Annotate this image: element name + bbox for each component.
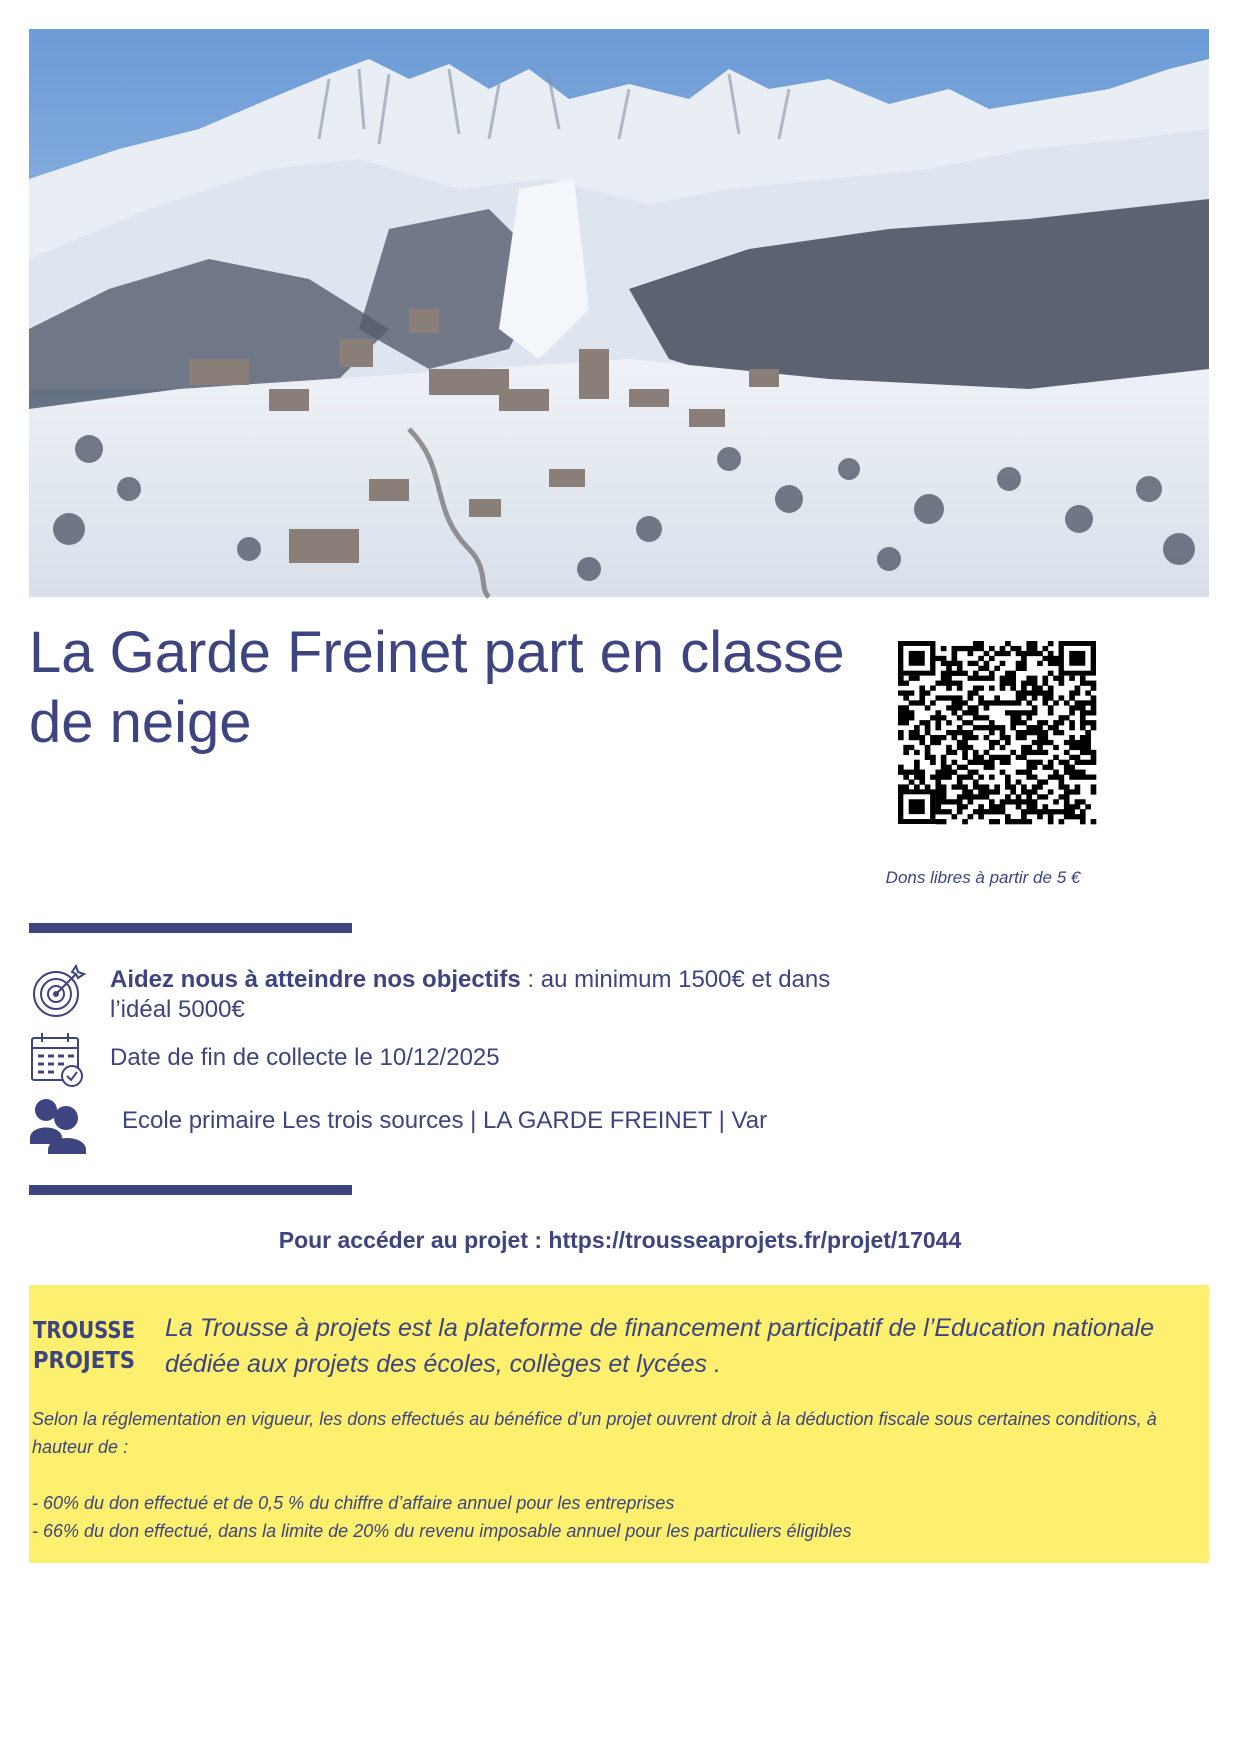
qr-code-image [898, 641, 1096, 824]
legal-item: - 66% du don effectué, dans la limite de 20% du revenu imposable annuel pour les particuliers éligibles [32, 1521, 852, 1541]
trousse-a-projets-logo [33, 1310, 137, 1374]
divider-top [29, 923, 352, 933]
goal-amounts: : au minimum 1500€ et dans l’idéal 5000€ [110, 966, 831, 1023]
school-info: Ecole primaire Les trois sources | LA GARDE FREINET | Var [122, 1107, 768, 1134]
divider-bottom [29, 1185, 352, 1195]
page-title: La Garde Freinet part en classe de neige [29, 620, 845, 755]
legal-intro: Selon la réglementation en vigueur, les dons effectués au bénéfice d’un projet ouvrent droit à la déduction fiscale sous certaines conditions, à hauteur de : [32, 1409, 1157, 1457]
hero-photo [29, 29, 1209, 597]
logo-line-2: PROJETS [33, 1348, 135, 1374]
goal-text [110, 965, 870, 1025]
end-date: Date de fin de collecte le 10/12/2025 [110, 1044, 500, 1071]
platform-description: La Trousse à projets est la plateforme de financement participatif de l’Education nationale dédiée aux projets des écoles, collèges et lycées . [165, 1314, 1155, 1378]
target-icon [28, 962, 88, 1022]
users-icon [28, 1094, 88, 1154]
logo-line-1: TROUSSE [33, 1318, 135, 1344]
qr-code [898, 641, 1096, 824]
legal-item: - 60% du don effectué et de 0,5 % du chiffre d’affaire annuel pour les entreprises [32, 1493, 675, 1513]
calendar-icon [28, 1030, 88, 1090]
project-link[interactable]: Pour accéder au projet : https://trousseaprojets.fr/projet/17044 [278, 1227, 962, 1253]
tax-legal-notice [32, 1405, 1202, 1545]
donation-note: Dons libres à partir de 5 € [885, 868, 1081, 887]
goal-heading: Aidez nous à atteindre nos objectifs [110, 966, 521, 993]
snowy-mountain-village-image [29, 29, 1209, 597]
